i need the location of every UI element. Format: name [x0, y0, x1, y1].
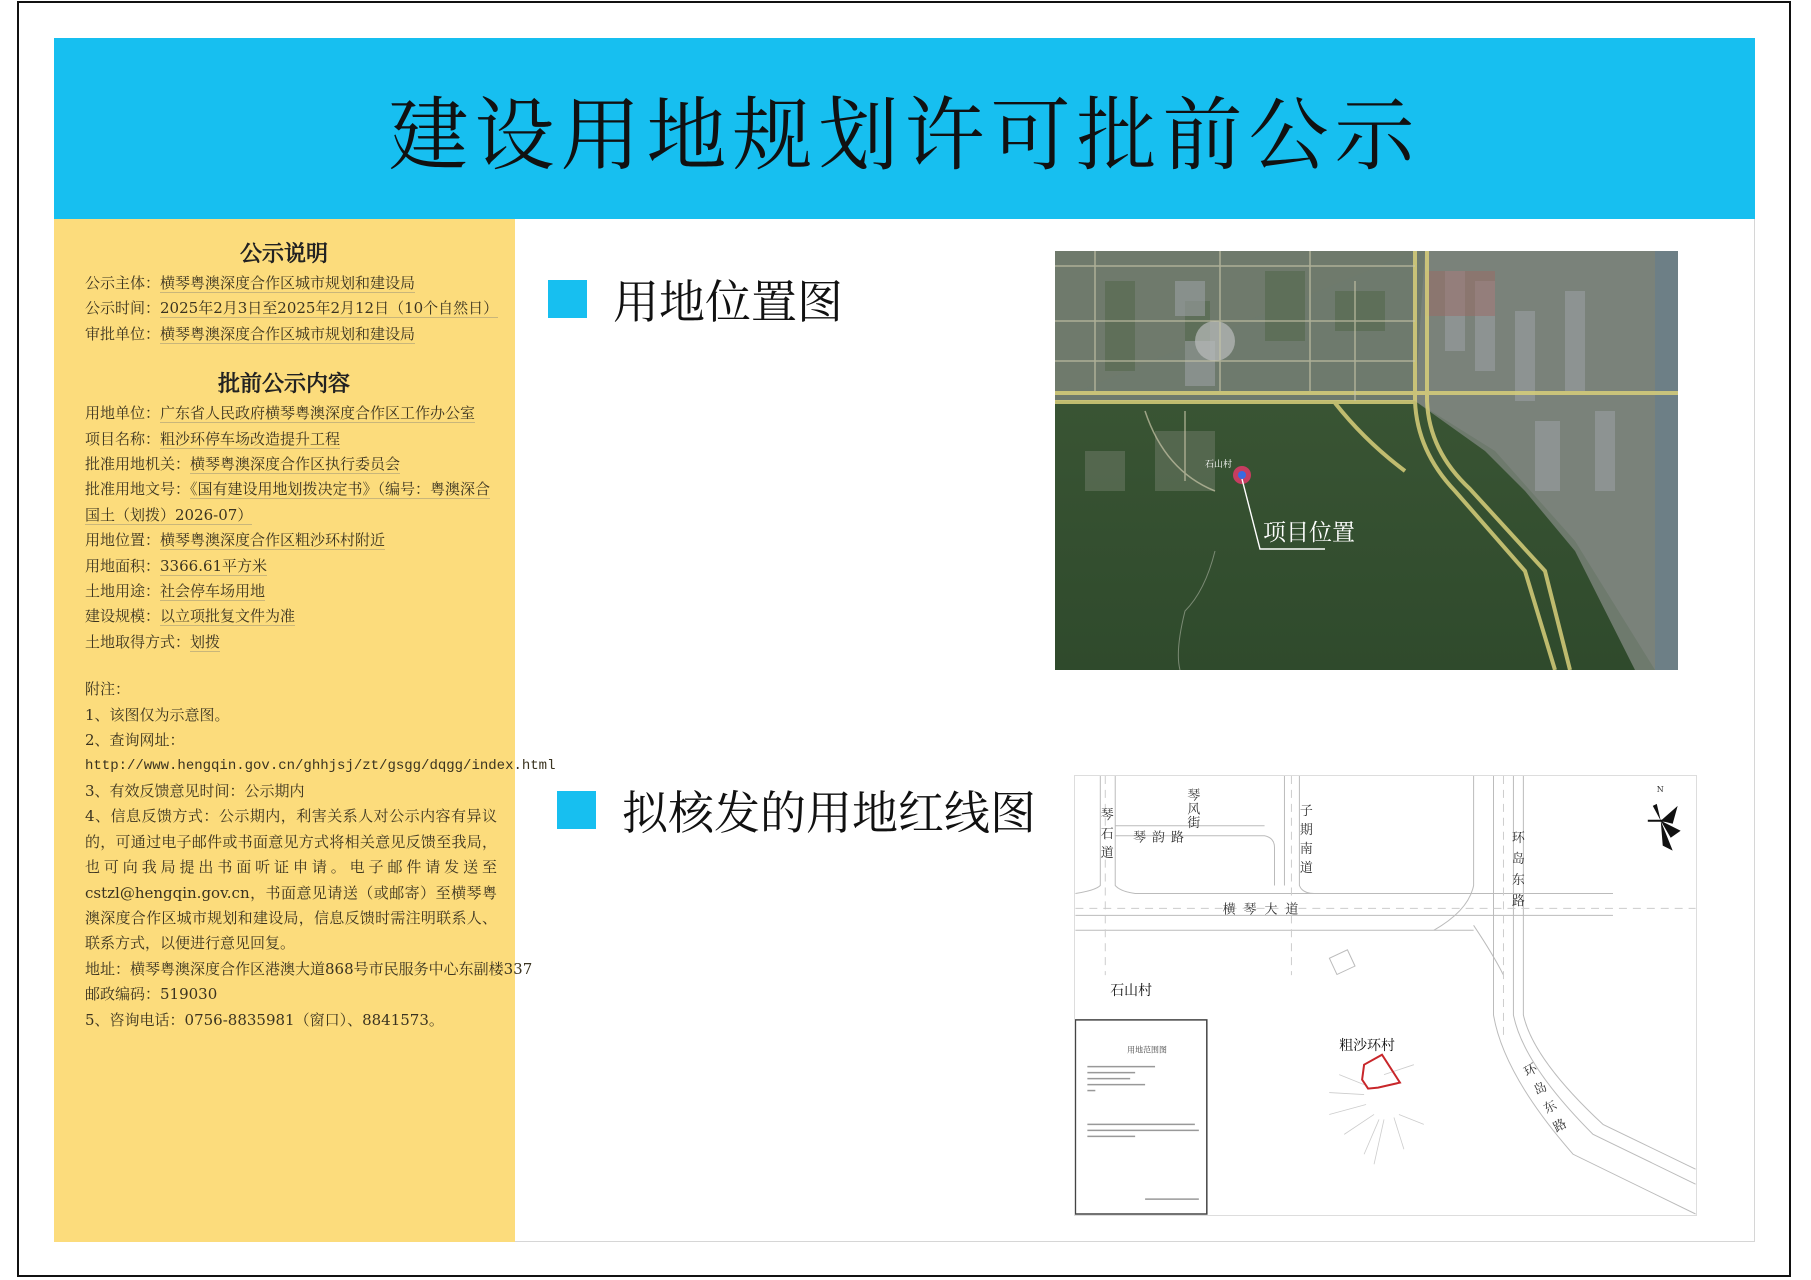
- bullet-square-icon: [557, 791, 596, 829]
- content-heading: 批前公示内容: [217, 371, 350, 398]
- svg-text:N: N: [1656, 784, 1664, 794]
- info-row: [85, 528, 503, 553]
- north-arrow-icon: [1648, 785, 1681, 851]
- info-row: [85, 554, 503, 579]
- location-satellite-map: [1055, 251, 1678, 670]
- note-3: 3、有效反馈意见时间：公示期内: [85, 781, 305, 800]
- query-url-link[interactable]: http://www.hengqin.gov.cn/ghhjsj/zt/gsgg/dqgg/index.html: [85, 757, 556, 774]
- info-label: 建设规模：: [85, 607, 161, 626]
- road-label: 琴石道: [1097, 807, 1113, 865]
- info-value: 广东省人民政府横琴粤澳深度合作区工作办公室: [160, 404, 476, 423]
- info-label: 土地用途：: [85, 582, 161, 601]
- info-row: [85, 477, 503, 528]
- info-value: 3366.61平方米: [160, 556, 268, 575]
- postcode: 邮政编码：519030: [85, 985, 218, 1004]
- info-label: 批准用地机关：: [85, 455, 191, 474]
- info-value: 横琴粤澳深度合作区执行委员会: [190, 455, 401, 474]
- header-banner: [54, 38, 1755, 219]
- village-label: 石山村: [1110, 983, 1153, 1000]
- village-label: 粗沙环村: [1339, 1037, 1395, 1054]
- notice-heading: 公示说明: [239, 241, 328, 267]
- info-row: [85, 452, 503, 477]
- info-label: 公示主体：: [85, 274, 161, 292]
- info-label: 用地位置：: [85, 531, 161, 550]
- notice-list: [85, 271, 503, 347]
- info-label: 项目名称：: [85, 429, 161, 448]
- info-value: 横琴粤澳深度合作区粗沙环村附近: [160, 531, 386, 550]
- info-label: 批准用地文号：: [85, 480, 191, 499]
- content-list: [85, 401, 503, 655]
- info-label: 用地面积：: [85, 556, 161, 575]
- village-label: 石山村: [1205, 460, 1233, 470]
- info-panel: [54, 219, 556, 1242]
- info-label: 公示时间：: [85, 299, 161, 318]
- info-value: 粗沙环停车场改造提升工程: [160, 429, 341, 448]
- note-5: 5、咨询电话：0756-8835981（窗口）、8841573。: [85, 1010, 444, 1029]
- info-row: [85, 322, 503, 347]
- info-row: [85, 604, 503, 629]
- address: 地址：横琴粤澳深度合作区港澳大道868号市民服务中心东副楼337: [85, 959, 533, 978]
- info-value: 社会停车场用地: [160, 582, 266, 601]
- info-label: 土地取得方式：: [85, 632, 191, 651]
- road-label: 子期南道: [1296, 803, 1312, 880]
- info-value: 横琴粤澳深度合作区城市规划和建设局: [160, 324, 416, 343]
- redline-map-label: [557, 777, 1036, 843]
- info-value: 《国有建设用地划拨决定书》（编号：粤澳深合国土（划拨）2026-07）: [85, 480, 491, 524]
- road-label: 环岛东路: [1518, 1061, 1572, 1143]
- redline-plan-map: [1074, 775, 1697, 1216]
- site-boundary: [1362, 1055, 1400, 1089]
- info-value: 2025年2月3日至2025年2月12日（10个自然日）: [160, 299, 499, 318]
- road-label: 琴风街: [1184, 787, 1200, 830]
- info-row: [85, 271, 503, 296]
- note-4: 4、信息反馈方式：公示期内，利害关系人对公示内容有异议的，可通过电子邮件或书面意见方式将相关意见反馈至我局，也可向我局提出书面听证申请。电子邮件请发送至cstzl@hengqin.gov.cn，书面意见请送（或邮寄）至横琴粤澳深度合作区城市规划和建设局，信息反馈时需注明联系人、联系方式，以便进行意见回复。: [85, 807, 497, 953]
- info-label: 审批单位：: [85, 324, 161, 343]
- location-map-title: 用地位置图: [613, 275, 843, 329]
- info-row: [85, 296, 503, 321]
- info-value: 以立项批复文件为准: [160, 607, 296, 626]
- inset-title: 用地范围图: [1127, 1045, 1167, 1055]
- info-value: 横琴粤澳深度合作区城市规划和建设局: [160, 274, 416, 292]
- road-label: 琴韵路: [1133, 830, 1190, 846]
- project-location-label: 项目位置: [1263, 520, 1355, 546]
- bullet-square-icon: [548, 280, 587, 318]
- redline-map-title: 拟核发的用地红线图: [622, 786, 1036, 840]
- road-label: 横琴大道: [1222, 902, 1307, 918]
- info-row: [85, 427, 503, 452]
- note-2: 2、查询网址：: [85, 731, 185, 750]
- info-value: 划拨: [190, 632, 221, 651]
- info-row: [85, 630, 503, 655]
- location-map-label: [548, 266, 843, 332]
- note-1: 1、该图仅为示意图。: [85, 705, 230, 724]
- notes-heading: 附注：: [85, 680, 131, 699]
- road-label: 环岛东路: [1508, 830, 1524, 915]
- info-label: 用地单位：: [85, 404, 161, 423]
- page-title: 建设用地规划许可批前公示: [388, 89, 1421, 182]
- info-row: [85, 401, 503, 426]
- info-row: [85, 579, 503, 604]
